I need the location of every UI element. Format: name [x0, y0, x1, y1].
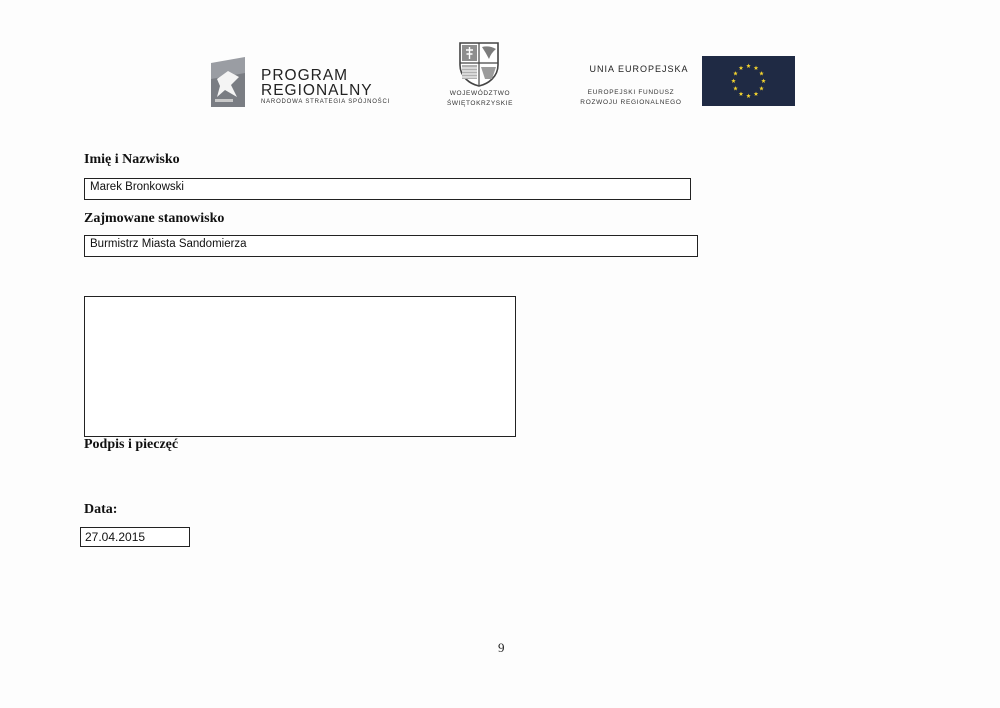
page-number: 9: [498, 640, 505, 655]
program-logo-subtitle: NARODOWA STRATEGIA SPÓJNOŚCI: [261, 99, 391, 105]
position-label: Zajmowane stanowisko: [84, 211, 225, 226]
name-label: Imię i Nazwisko: [84, 152, 180, 167]
date-label: Data:: [84, 502, 118, 517]
eu-logo-title: UNIA EUROPEJSKA: [589, 64, 689, 74]
position-field[interactable]: Burmistrz Miasta Sandomierza: [84, 235, 698, 257]
signature-label: Podpis i pieczęć: [84, 437, 179, 452]
program-logo-title: PROGRAM REGIONALNY: [261, 67, 373, 99]
voivodeship-crest-icon: [458, 41, 500, 87]
program-regionalny-logo-icon: [211, 57, 247, 107]
voivodeship-logo-text: WOJEWÓDZTWO ŚWIĘTOKRZYSKIE: [446, 90, 514, 107]
name-field[interactable]: Marek Bronkowski: [84, 178, 691, 200]
eu-logo-subtitle: EUROPEJSKI FUNDUSZ ROZWOJU REGIONALNEGO: [580, 89, 682, 106]
date-field[interactable]: 27.04.2015: [80, 527, 190, 547]
signature-box[interactable]: [84, 296, 516, 437]
eu-flag-icon: [702, 56, 795, 106]
